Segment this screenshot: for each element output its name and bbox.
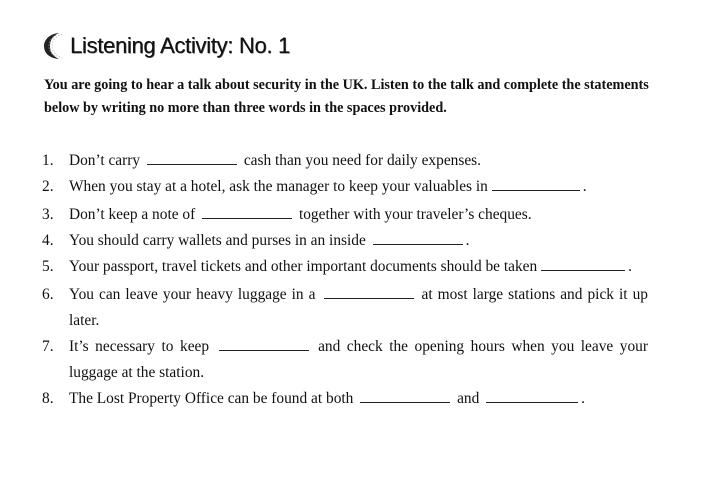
question-text: Don’t keep a note of xyxy=(69,206,196,223)
question-text: It’s necessary to keep xyxy=(69,338,210,355)
question-text: You should carry wallets and purses in an inside xyxy=(69,232,366,249)
answer-blank[interactable] xyxy=(541,255,625,271)
answer-blank[interactable] xyxy=(360,387,450,403)
question-7 xyxy=(42,334,648,386)
answer-blank[interactable] xyxy=(324,283,414,299)
worksheet-title xyxy=(42,28,290,64)
question-number: 4. xyxy=(42,232,54,249)
question-text: together with your traveler’s cheques. xyxy=(298,206,532,223)
answer-blank[interactable] xyxy=(373,229,463,245)
question-text: Your passport, travel tickets and other important documents should be taken xyxy=(69,258,538,275)
question-8 xyxy=(42,386,648,412)
question-number: 8. xyxy=(42,390,54,407)
question-number: 2. xyxy=(42,178,54,195)
question-text: . xyxy=(465,232,470,249)
question-4 xyxy=(42,228,648,254)
question-text: When you stay at a hotel, ask the manager to keep your valuables in xyxy=(69,178,488,195)
question-text: and xyxy=(457,390,480,407)
crescent-icon xyxy=(42,31,68,61)
page-title: Listening Activity: No. 1 xyxy=(70,33,290,58)
question-list xyxy=(42,148,648,412)
question-text: . xyxy=(581,390,586,407)
answer-blank[interactable] xyxy=(147,149,237,165)
question-number: 1. xyxy=(42,152,54,169)
question-number: 7. xyxy=(42,338,54,355)
instructions-text: You are going to hear a talk about security in the UK. Listen to the talk and complete the statements below by writing no more than three words in the spaces provided. xyxy=(44,77,649,116)
question-number: 3. xyxy=(42,206,54,223)
answer-blank[interactable] xyxy=(492,175,580,191)
question-2 xyxy=(42,174,648,200)
question-6 xyxy=(42,282,648,334)
question-text: at most large stations and pick it up later. xyxy=(69,286,648,329)
question-text: cash than you need for daily expenses. xyxy=(243,152,482,169)
question-text: . xyxy=(628,258,632,275)
question-number: 6. xyxy=(42,286,54,303)
question-text: Don’t carry xyxy=(69,152,141,169)
question-text: The Lost Property Office can be found at both xyxy=(69,390,354,407)
answer-blank[interactable] xyxy=(219,335,309,351)
question-text: and check the opening hours when you leave your luggage at the station. xyxy=(69,338,648,381)
answer-blank[interactable] xyxy=(486,387,578,403)
question-1 xyxy=(42,148,648,174)
answer-blank[interactable] xyxy=(202,203,292,219)
question-3 xyxy=(42,202,648,228)
question-5 xyxy=(42,254,648,280)
question-number: 5. xyxy=(42,258,54,275)
question-text: . xyxy=(582,178,587,195)
question-text: You can leave your heavy luggage in a xyxy=(69,286,316,303)
